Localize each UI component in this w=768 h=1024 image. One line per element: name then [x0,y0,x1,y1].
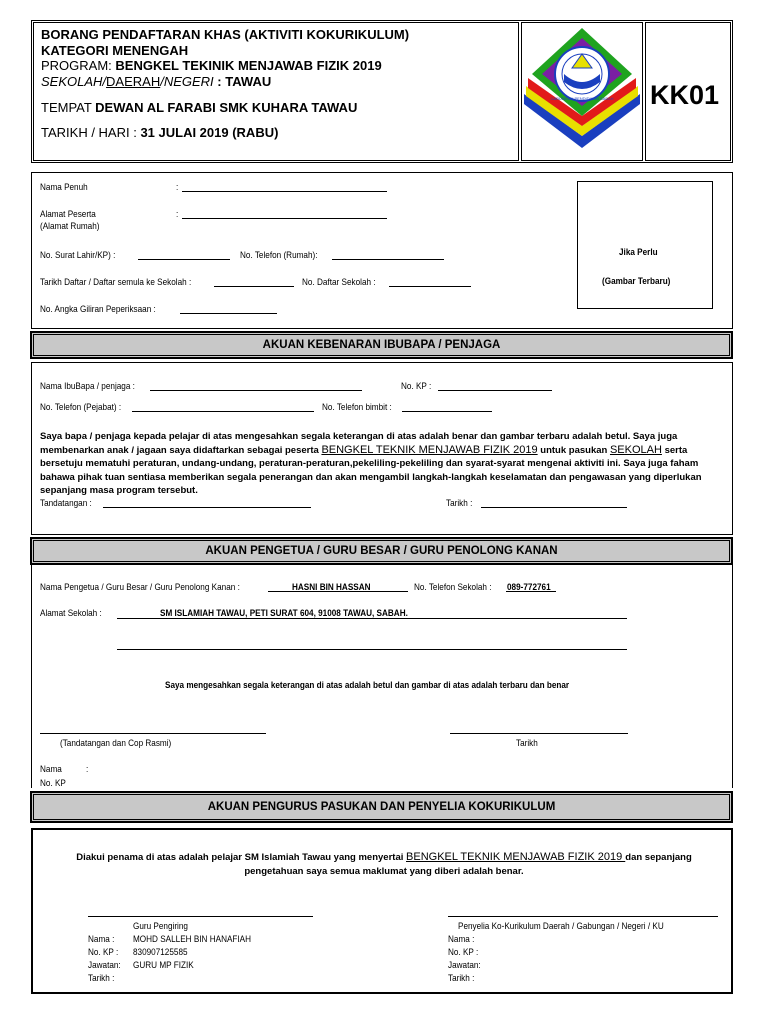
parent-name-field[interactable] [150,390,362,391]
svg-text:GABUNGAN PENDIDIKAN SABAH: GABUNGAN PENDIDIKAN SABAH [550,96,614,101]
photo-note: Jika Perlu [619,247,658,258]
principal-name-field [268,591,408,592]
form-code: KK01 [650,80,720,110]
supervisor-signature-field[interactable] [448,916,718,917]
supervisor-title: Penyelia Ko-Kurikulum Daerah / Gabungan / Negeri / KU [458,921,664,932]
office-phone-field[interactable] [132,411,314,412]
school-reg-no-label: No. Daftar Sekolah : [302,277,376,288]
address-label: Alamat Peserta [40,209,96,220]
form-category: KATEGORI MENENGAH [41,43,189,58]
date-line: TARIKH / HARI : 31 JULAI 2019 (RABU) [41,125,279,140]
register-date-label: Tarikh Daftar / Daftar semula ke Sekolah : [40,277,192,288]
supervisor-name-label: Nama : [448,934,475,945]
teacher-signature-field[interactable] [88,916,313,917]
principal-date-field[interactable] [450,733,628,734]
birth-cert-label: No. Surat Lahir/KP) : [40,250,116,261]
principal-date-label: Tarikh [516,738,538,749]
full-name-field[interactable] [182,191,387,192]
photo-box[interactable] [577,181,713,309]
school-phone-field [506,591,556,592]
school-reg-no-field[interactable] [389,286,471,287]
exam-no-label: No. Angka Giliran Peperiksaan : [40,304,156,315]
education-logo [524,24,640,160]
birth-cert-field[interactable] [138,259,230,260]
supervisor-date-label: Tarikh : [448,973,475,984]
principal-section-title: AKUAN PENGETUA / GURU BESAR / GURU PENOLONG KANAN [30,537,733,565]
register-date-field[interactable] [214,286,294,287]
principal-signature-field[interactable] [40,733,266,734]
parent-date-label: Tarikh : [446,498,473,509]
school-phone-value: 089-772761 [507,582,551,593]
mobile-field[interactable] [402,411,492,412]
school-address-field [117,618,627,619]
photo-caption: (Gambar Terbaru) [602,276,671,287]
form-title: BORANG PENDAFTARAN KHAS (AKTIVITI KOKURIKULUM) [41,27,410,42]
home-phone-field[interactable] [332,259,444,260]
exam-no-field[interactable] [180,313,277,314]
address-sub-label: (Alamat Rumah) [40,221,100,232]
principal-name-label: Nama Pengetua / Guru Besar / Guru Penolong Kanan : [40,582,240,593]
parent-ic-label: No. KP : [401,381,432,392]
home-phone-label: No. Telefon (Rumah): [240,250,318,261]
parent-signature-field[interactable] [103,507,311,508]
principal-name-value: HASNI BIN HASSAN [292,582,371,593]
principal-ic-field-label: No. KP [40,778,66,788]
teacher-date-label: Tarikh : [88,973,115,984]
program-line: PROGRAM: BENGKEL TEKINIK MENJAWAB FIZIK 2019 [41,58,382,73]
school-phone-label: No. Telefon Sekolah : [414,582,492,593]
signature-stamp-label: (Tandatangan dan Cop Rasmi) [60,738,172,749]
principal-certify-text: Saya mengesahkan segala keterangan di atas adalah betul dan gambar di atas adalah terbaru dan benar [165,680,570,691]
school-address-label: Alamat Sekolah : [40,608,102,619]
level-line: SEKOLAH/DAERAH/NEGERI : TAWAU [41,74,272,89]
venue-line: TEMPAT DEWAN AL FARABI SMK KUHARA TAWAU [41,100,358,115]
school-address-field-2[interactable] [117,649,627,650]
principal-box [31,564,733,788]
parent-date-field[interactable] [481,507,627,508]
parent-signature-label: Tandatangan : [40,498,92,509]
teacher-ic: 830907125585 [133,947,188,958]
parent-declaration: Saya bapa / penjaga kepada pelajar di atas mengesahkan segala keterangan di atas adalah benar dan gambar terbaru adalah betul. Saya juga membenarkan anak / jagaan saya didaftarkan sebagai peserta BENGKEL TEKNIK MENJAWAB FIZIK 2019 untuk pasukan SEKOLAH serta bersetuju mematuhi peraturan, undang-undang, peraturan-peraturan,pekeliling-pekeliling dan syarat-syarat mengenai aktiviti ini. Saya juga faham bahawa pihak tuan sentiasa memberikan segala penerangan dan akan mengambil langkah-langkah keselamatan dan pengawasan yang diperlukan sepanjang masa program tersebut. [40,431,702,496]
school-address-value: SM ISLAMIAH TAWAU, PETI SURAT 604, 91008 TAWAU, SABAH. [160,608,408,619]
team-declaration: Diakui penama di atas adalah pelajar SM Islamiah Tawau yang menyertai BENGKEL TEKNIK MENJAWAB FIZIK 2019 dan sepanjang pengetahuan saya semua maklumat yang diberi adalah benar. [76,851,692,877]
office-phone-label: No. Telefon (Pejabat) : [40,402,122,413]
parent-ic-field[interactable] [438,390,552,391]
principal-name-field-label: Nama [40,764,62,775]
teacher-name: MOHD SALLEH BIN HANAFIAH [133,934,252,945]
supervisor-position-label: Jawatan: [448,960,481,971]
parent-name-label: Nama IbuBapa / penjaga : [40,381,135,392]
mobile-label: No. Telefon bimbit : [322,402,392,413]
team-section-title: AKUAN PENGURUS PASUKAN DAN PENYELIA KOKURIKULUM [30,791,733,823]
parent-section-title: AKUAN KEBENARAN IBUBAPA / PENJAGA [30,331,733,359]
teacher-position: GURU MP FIZIK [133,960,194,971]
full-name-label: Nama Penuh [40,182,88,193]
address-field[interactable] [182,218,387,219]
supervisor-ic-label: No. KP : [448,947,479,958]
teacher-title: Guru Pengiring [133,921,188,932]
